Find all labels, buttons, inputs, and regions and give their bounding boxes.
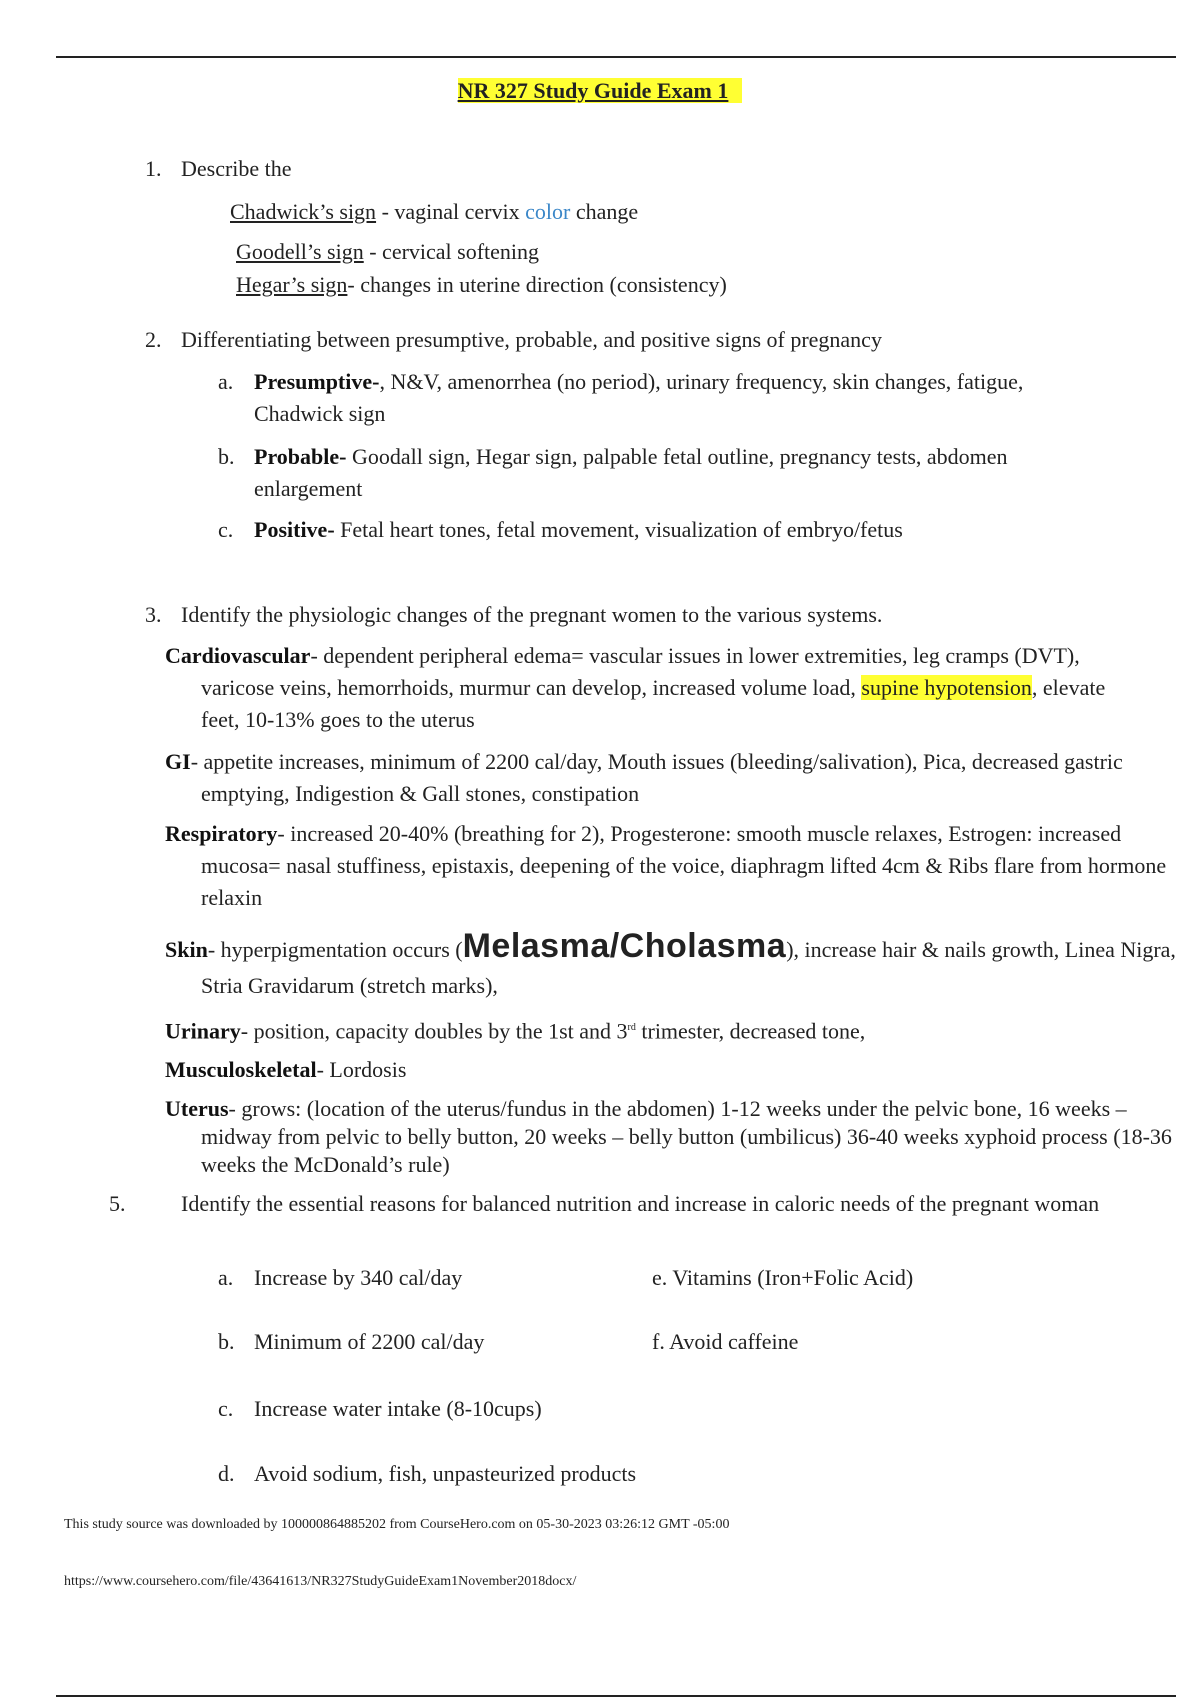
q5-item-e xyxy=(652,1262,913,1294)
q3-text: Identify the physiologic changes of the pregnant women to the various systems. xyxy=(181,602,883,627)
item-letter: a. xyxy=(218,369,234,394)
hegar-desc: - changes in uterine direction (consistency) xyxy=(347,272,727,297)
q5-number: 5. xyxy=(109,1191,126,1216)
goodell-term: Goodell’s sign xyxy=(236,239,364,264)
cardiovascular-paragraph xyxy=(165,640,1141,736)
q2-text: Differentiating between presumptive, probable, and positive signs of pregnancy xyxy=(181,327,882,352)
respiratory-paragraph xyxy=(165,818,1176,914)
q3-number: 3. xyxy=(145,602,162,627)
q2-item-c xyxy=(218,514,1118,546)
musculoskeletal-paragraph xyxy=(165,1054,406,1086)
probable-desc: Goodall sign, Hegar sign, palpable fetal outline, pregnancy tests, abdomen enlargement xyxy=(254,444,1008,501)
supine-hypotension-highlight: supine hypotension xyxy=(861,675,1032,700)
item-letter: a. xyxy=(218,1265,234,1290)
hegar-sign-line xyxy=(236,269,727,301)
cardiovascular-desc-end: , elevate feet, 10-13% goes to the uterus xyxy=(201,675,1106,732)
gi-desc: - appetite increases, minimum of 2200 cal/day, Mouth issues (bleeding/salivation), Pica, decreased gastric emptying, Indigestion & Gall stones, constipation xyxy=(190,749,1123,806)
skin-paragraph xyxy=(165,928,1200,1004)
positive-term: Positive- xyxy=(254,517,335,542)
q5-item-a xyxy=(218,1262,462,1294)
q5-text: Identify the essential reasons for balanced nutrition and increase in caloric needs of the pregnant woman xyxy=(181,1191,1100,1216)
presumptive-desc: , N&V, amenorrhea (no period), urinary frequency, skin changes, fatigue, Chadwick sign xyxy=(254,369,1024,426)
download-notice: This study source was downloaded by 100000864885202 from CourseHero.com on 05-30-2023 03:26:12 GMT -05:00 xyxy=(64,1517,730,1532)
goodell-desc: - cervical softening xyxy=(363,239,540,264)
chadwick-sign-line xyxy=(230,196,638,228)
urinary-desc-end: trimester, decreased tone, xyxy=(635,1018,866,1044)
respiratory-desc: - increased 20-40% (breathing for 2), Progesterone: smooth muscle relaxes, Estrogen: increased mucosa= nasal stuffiness, epistaxis, deepening of the voice, diaphragm lifted 4cm & Ribs flare from hormone relaxin xyxy=(201,821,1167,910)
urinary-term: Urinary xyxy=(165,1018,241,1044)
q1-number: 1. xyxy=(145,156,162,181)
color-word: color xyxy=(525,199,571,224)
gi-term: GI xyxy=(165,749,191,774)
item-letter: b. xyxy=(218,444,235,469)
musculoskeletal-desc: - Lordosis xyxy=(316,1057,407,1082)
musculoskeletal-term: Musculoskeletal xyxy=(165,1057,317,1082)
q5-item-c xyxy=(218,1393,542,1425)
skin-desc: - hyperpigmentation occurs ( xyxy=(207,937,463,962)
q5-heading xyxy=(109,1188,1171,1220)
item-text: f. Avoid caffeine xyxy=(652,1329,799,1354)
top-rule xyxy=(56,56,1176,58)
q1-heading xyxy=(145,153,292,185)
item-letter: d. xyxy=(218,1461,235,1486)
gi-paragraph xyxy=(165,746,1191,810)
positive-desc: Fetal heart tones, fetal movement, visualization of embryo/fetus xyxy=(334,517,903,542)
item-text: Avoid sodium, fish, unpasteurized products xyxy=(254,1461,637,1486)
source-url[interactable]: https://www.coursehero.com/file/43641613/NR327StudyGuideExam1November2018docx/ xyxy=(64,1574,577,1589)
melasma-text: Melasma/Cholasma xyxy=(462,927,787,965)
q5-item-d xyxy=(218,1458,636,1490)
q5-item-b xyxy=(218,1326,484,1358)
chadwick-desc: - vaginal cervix xyxy=(376,199,526,224)
q3-heading xyxy=(145,599,882,631)
uterus-desc: - grows: (location of the uterus/fundus in the abdomen) 1-12 weeks under the pelvic bone, 16 weeks – midway from pelvic to belly button, 20 weeks – belly button (umbilicus) 36-40 weeks xyphoid process (18-36 weeks the McDonald’s rule) xyxy=(201,1096,1172,1177)
cardiovascular-term: Cardiovascular xyxy=(165,643,311,668)
q2-item-a xyxy=(218,366,1118,430)
uterus-paragraph xyxy=(165,1095,1186,1179)
skin-desc-end: ), increase hair & nails growth, Linea Nigra, Stria Gravidarum (stretch marks), xyxy=(201,937,1176,998)
item-text: Increase by 340 cal/day xyxy=(254,1265,463,1290)
q2-heading xyxy=(145,324,882,356)
q2-item-b xyxy=(218,441,1118,505)
chadwick-desc-end: change xyxy=(570,199,639,224)
hegar-term: Hegar’s sign xyxy=(236,272,348,297)
item-letter: c. xyxy=(218,517,234,542)
respiratory-term: Respiratory xyxy=(165,821,278,846)
item-letter: b. xyxy=(218,1329,235,1354)
uterus-term: Uterus xyxy=(165,1096,229,1121)
q1-text: Describe the xyxy=(181,156,292,181)
item-text: Increase water intake (8-10cups) xyxy=(254,1396,542,1421)
item-text: e. Vitamins (Iron+Folic Acid) xyxy=(652,1265,914,1290)
q5-item-f xyxy=(652,1326,798,1358)
item-letter: c. xyxy=(218,1396,234,1421)
item-text: Minimum of 2200 cal/day xyxy=(254,1329,485,1354)
q2-number: 2. xyxy=(145,327,162,352)
bottom-rule xyxy=(56,1695,1176,1697)
page-title: NR 327 Study Guide Exam 1 xyxy=(0,76,1200,106)
urinary-paragraph xyxy=(165,1012,865,1047)
goodell-sign-line xyxy=(236,236,539,268)
presumptive-term: Presumptive- xyxy=(254,369,380,394)
urinary-superscript: rd xyxy=(627,1022,636,1033)
probable-term: Probable- xyxy=(254,444,347,469)
skin-term: Skin xyxy=(165,937,208,962)
chadwick-term: Chadwick’s sign xyxy=(230,199,377,224)
cardiovascular-desc: - dependent peripheral edema= vascular issues in lower extremities, leg cramps (DVT), varicose veins, hemorrhoids, murmur can develop, increased volume load, xyxy=(201,643,1080,700)
urinary-desc: - position, capacity doubles by the 1st and 3 xyxy=(240,1018,628,1044)
